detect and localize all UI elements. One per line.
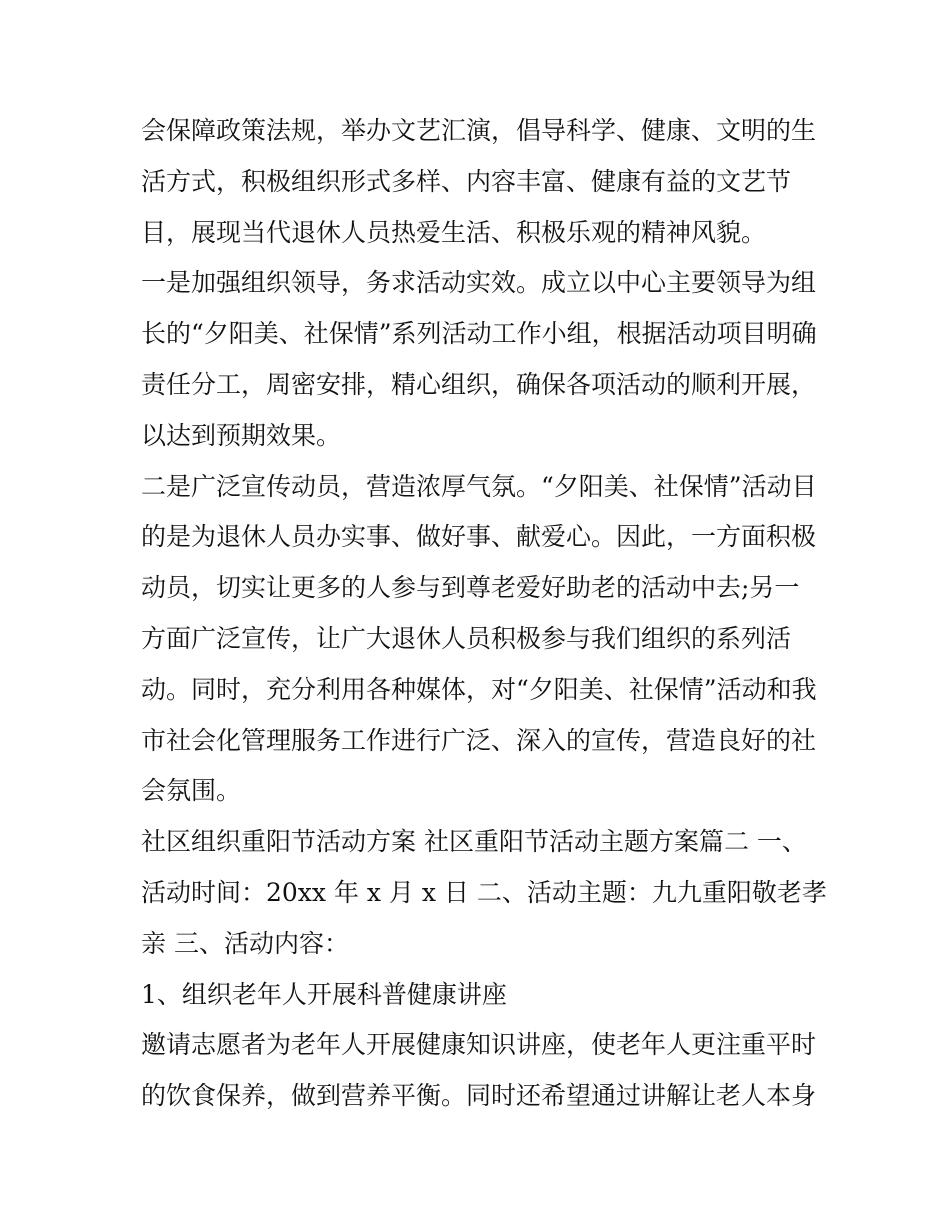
text-line-3: 目，展现当代退休人员热爱生活、积极乐观的精神风貌。 <box>141 217 767 247</box>
text-line-4: 一是加强组织领导，务求活动实效。成立以中心主要领导为组 <box>141 268 817 298</box>
text-line-13: 市社会化管理服务工作进行广泛、深入的宣传，营造良好的社 <box>141 725 817 755</box>
text-line-1: 会保障政策法规，举办文艺汇演，倡导科学、健康、文明的生 <box>141 116 817 145</box>
text-line-11: 方面广泛宣传，让广大退休人员积极参与我们组织的系列活 <box>141 623 792 653</box>
text-line-19: 邀请志愿者为老年人开展健康知识讲座，使老年人更注重平时 <box>141 1030 817 1060</box>
text-line-10: 动员，切实让更多的人参与到尊老爱好助老的活动中去;另一 <box>141 573 800 603</box>
text-line-17: 亲 三、活动内容： <box>141 928 349 958</box>
text-line-7: 以达到预期效果。 <box>141 420 342 450</box>
text-line-6: 责任分工，周密安排，精心组织，确保各项活动的顺利开展， <box>141 369 817 399</box>
text-line-15: 社区组织重阳节活动方案 社区重阳节活动主题方案篇二 一、 <box>141 827 807 857</box>
text-line-8: 二是广泛宣传动员，营造浓厚气氛。“夕阳美、社保情”活动目 <box>141 471 817 501</box>
text-line-5: 长的“夕阳美、社保情”系列活动工作小组，根据活动项目明确 <box>141 319 817 349</box>
text-line-16: 活动时间：20xx 年 x 月 x 日 二、活动主题：九九重阳敬老孝 <box>141 877 827 907</box>
text-line-2: 活方式，积极组织形式多样、内容丰富、健康有益的文艺节 <box>141 166 792 196</box>
document-body <box>141 106 827 1122</box>
text-line-9: 的是为退休人员办实事、做好事、献爱心。因此，一方面积极 <box>141 522 817 552</box>
text-line-12: 动。同时，充分利用各种媒体，对“夕阳美、社保情”活动和我 <box>141 674 817 704</box>
text-line-20: 的饮食保养，做到营养平衡。同时还希望通过讲解让老人本身 <box>141 1081 817 1111</box>
text-line-18: 1、组织老年人开展科普健康讲座 <box>141 979 507 1009</box>
text-line-14: 会氛围。 <box>141 776 242 806</box>
